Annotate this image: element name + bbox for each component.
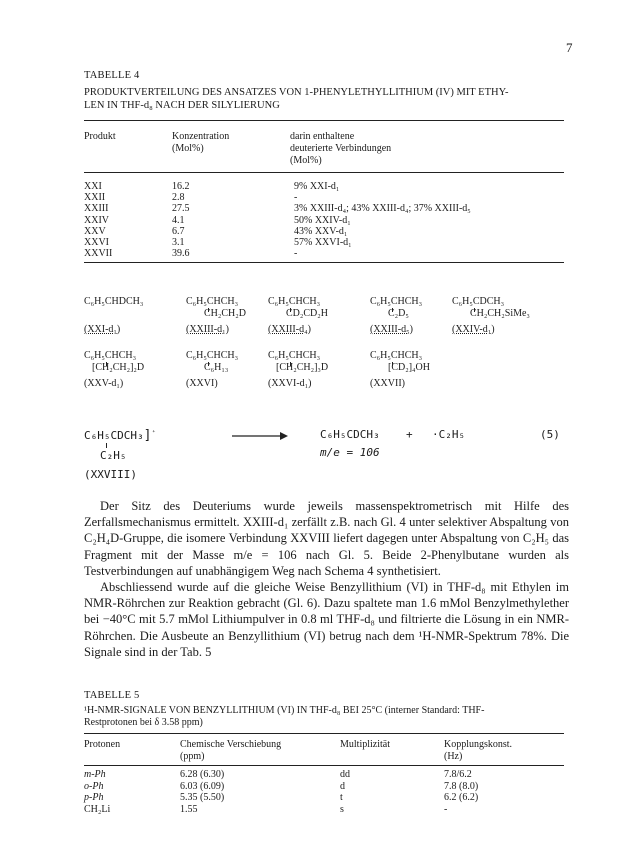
structure-xxvi: C₆H₅CHCH₃ C₆H₁₃ (XXVI) xyxy=(186,350,239,389)
structure-xxvii: C₆H₅CHCH₃ [CD₂]₄OH (XXVII) xyxy=(370,350,430,389)
table4-header-product: Produkt xyxy=(84,131,116,142)
table5-header-rule xyxy=(84,765,564,766)
table4-header-deut: darin enthaltene deuterierte Verbindungen (Mol%) xyxy=(290,131,392,166)
page-number: 7 xyxy=(566,40,573,55)
table4-top-rule xyxy=(84,120,564,121)
reaction-plus: + xyxy=(406,428,413,441)
table-row: m-Ph 6.28 (6.30) dd 7.8/6.2 xyxy=(84,769,472,780)
table-row: XXVII 39.6 - xyxy=(84,248,298,260)
body-text xyxy=(84,498,569,660)
reaction-reactant: C₆H₅CDCH₃]⁺ C₂H₅ (XXVIII) xyxy=(84,428,157,481)
table4-caption-line2: LEN IN THF-d₈ NACH DER SILYLIERUNG xyxy=(84,100,280,111)
table4-bottom-rule xyxy=(84,262,564,263)
reaction-arrow-icon xyxy=(232,430,288,442)
structure-xxiv-d1: C₆H₅CDCH₃ CH₂CH₂SiMe₃ (XXIV-d₁) xyxy=(452,296,530,335)
paragraph-1: Der Sitz des Deuteriums wurde jeweils massenspektrometrisch mit Hilfe des Zerfallsmechanismus ermittelt. XXIII-d₁ zerfällt z.B. nach Gl. 4 unter selektiver Abspaltung von C₂H₄D-Gruppe, die isomere Verbindung XXVIII liefert dagegen unter Abspaltung von C₂H₅ das Fragment mit der Masse m/e = 106 nach Gl. 5. Beide 2-Phenylbutane wurden als Testverbindungen auf unabhängigem Weg nach Schema 4 synthetisiert. xyxy=(84,499,569,578)
table4-label: TABELLE 4 xyxy=(84,70,140,81)
equation-number: (5) xyxy=(540,428,560,441)
structure-xxvi-d1: C₆H₅CHCH₃ [CH₂CH₂]₃D (XXVI-d₁) xyxy=(268,350,329,389)
table4-caption-line1: PRODUKTVERTEILUNG DES ANSATZES VON 1-PHENYLETHYLLITHIUM (IV) MIT ETHY- xyxy=(84,87,509,98)
table-row: XXIV 4.1 50% XXIV-d₁ xyxy=(84,214,351,226)
table4-header-conc: Konzentration (Mol%) xyxy=(172,131,230,154)
reaction-mass: m/e = 106 xyxy=(320,446,380,459)
table-row: XXI 16.2 9% XXI-d₁ xyxy=(84,181,340,192)
table5-header-coupling: Kopplungskonst. (Hz) xyxy=(444,739,513,762)
table5-header-shift: Chemische Verschiebung (ppm) xyxy=(180,739,282,762)
table4-caption xyxy=(84,86,564,112)
paragraph-2: Abschliessend wurde auf die gleiche Weise Benzyllithium (VI) in THF-d₈ mit Ethylen im NMR-Röhrchen zur Reaktion gebracht (Gl. 6). Dazu spaltete man 1.6 mMol Benzylmethylether bei −40°C mit 5.7 mMol Lithiumpulver in 0.8 ml THF-d₈ und filtrierte die Lösung in ein NMR-Röhrchen. Die Ausbeute an Benzyllithium (VI) betrug nach dem ¹H-NMR-Spektrum 78%. Die Signale sind in der Tab. 5 xyxy=(84,580,569,659)
structure-xxiii-d4: C₆H₅CHCH₃ CD₂CD₂H (XXIII-d₄) xyxy=(268,296,328,335)
table-row: XXII 2.8 - xyxy=(84,192,298,204)
table5-body xyxy=(84,769,564,815)
table-row: XXVI 3.1 57% XXVI-d₁ xyxy=(84,236,352,248)
table4-body xyxy=(84,181,564,259)
table5-header-mult: Multiplizität xyxy=(340,739,390,750)
table-row: p-Ph 5.35 (5.50) t 6.2 (6.2) xyxy=(84,792,479,803)
table-row: CH₂Li 1.55 s - xyxy=(84,803,448,815)
table-row: XXIII 27.5 3% XXIII-d₄; 43% XXIII-d₄; 37% XXIII-d₅ xyxy=(84,203,471,215)
table5-top-rule xyxy=(84,733,564,734)
table-row: XXV 6.7 43% XXV-d₁ xyxy=(84,225,348,237)
structure-xxi-d1: C₆H₅CHDCH₃ (XXI-d₁) xyxy=(84,296,144,335)
reaction-product: C₆H₅CDCH₃ xyxy=(320,428,380,441)
reaction-radical: ·C₂H₅ xyxy=(432,428,466,441)
structure-xxiii-d5: C₆H₅CHCH₃ C₂D₅ (XXIII-d₅) xyxy=(370,296,423,335)
table5-label: TABELLE 5 xyxy=(84,690,140,701)
structure-xxv-d1: C₆H₅CHCH₃ [CH₂CH₂]₂D (XXV-d₁) xyxy=(84,350,145,389)
table-row: o-Ph 6.03 (6.09) d 7.8 (8.0) xyxy=(84,780,479,792)
structure-xxiii-d1: C₆H₅CHCH₃ CH₂CH₂D (XXIII-d₁) xyxy=(186,296,246,335)
table5-header-protonen: Protonen xyxy=(84,739,121,750)
table5-caption: ¹H-NMR-SIGNALE VON BENZYLLITHIUM (VI) IN THF-d₈ BEI 25°C (interner Standard: THF- Restprotonen bei δ 3.58 ppm) xyxy=(84,705,485,728)
table4-header-rule xyxy=(84,172,564,173)
